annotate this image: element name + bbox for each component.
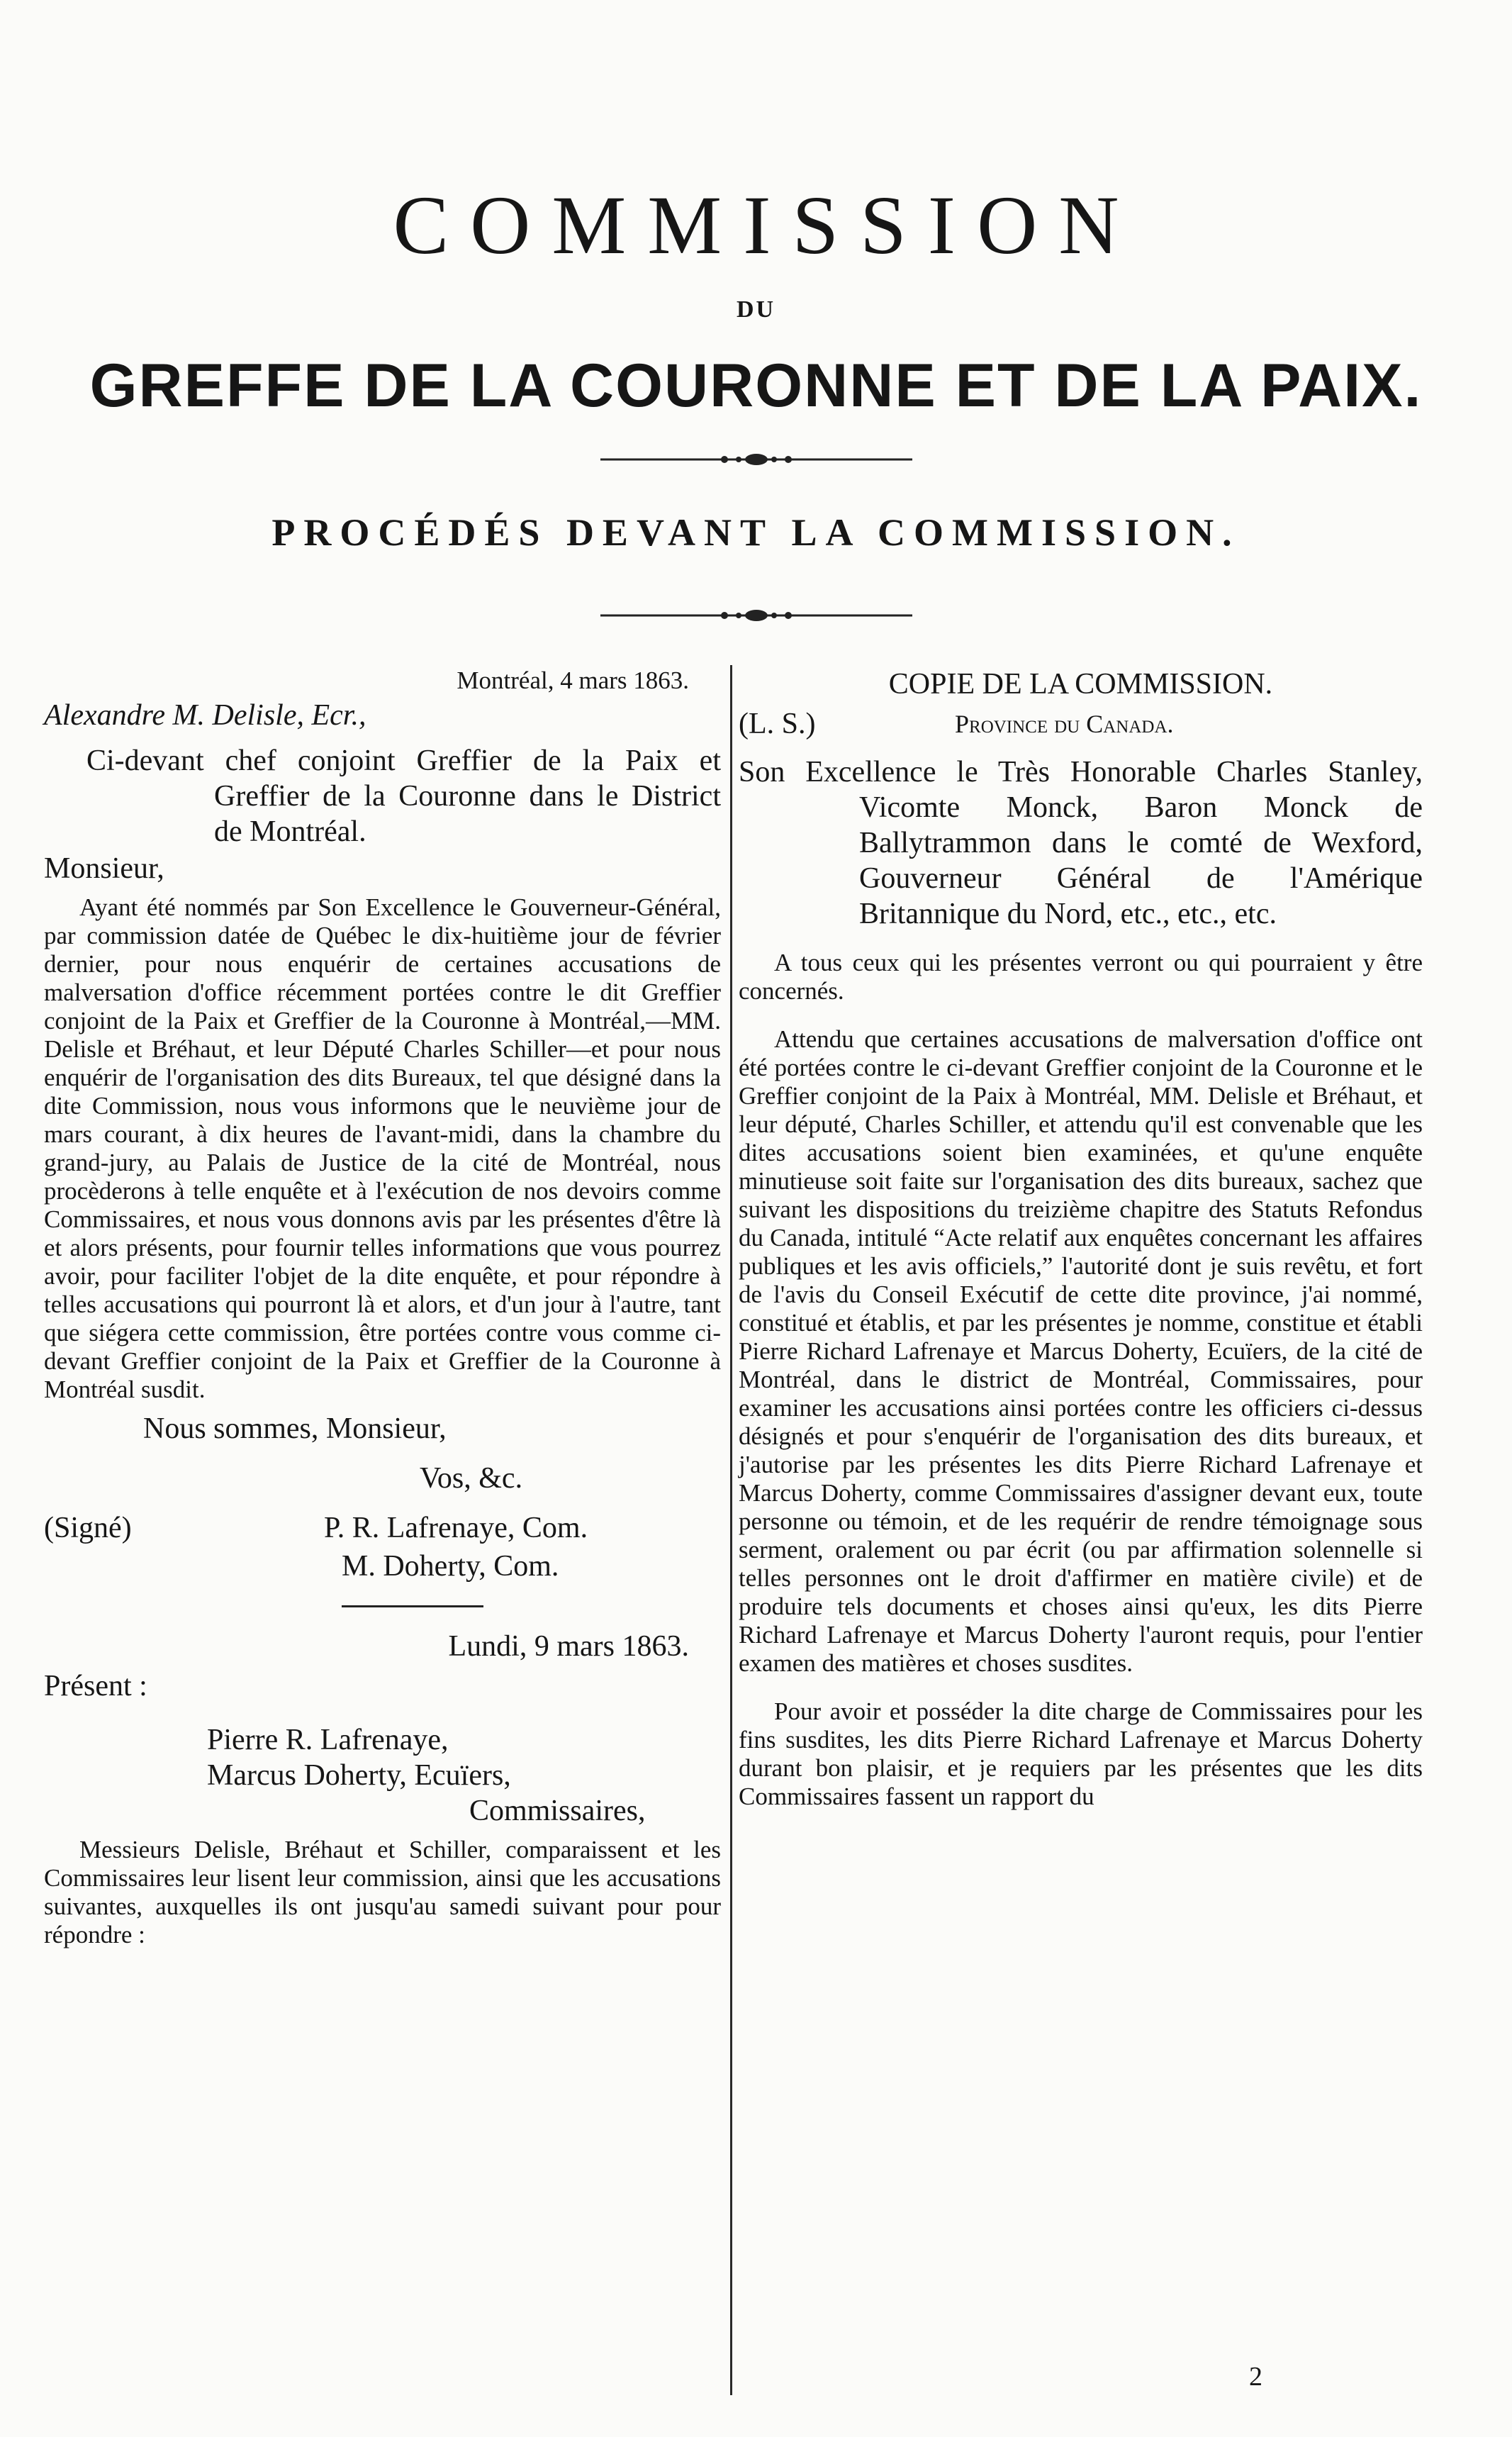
ornament-rule-top (600, 445, 912, 474)
right-column (739, 667, 1423, 1811)
present-lafrenaye: Pierre R. Lafrenaye, (207, 1724, 449, 1756)
letter-body: Ayant été nommés par Son Excellence le Gouverneur-Général, par commission datée de Québec le dix-huitième jour de février dernier, pour nous enquérir de certaines accusations de malversation d'office récemment portées contre le dit Greffier conjoint de la Paix et Greffier de la Couronne à Montréal,—MM. Delisle et Bréhaut, et leur Député Charles Schiller—et pour nous enquérir de l'organisation des dits Bureaux, tel que désigné dans la dite Commission, nous vous informons que le neuvième jour de mars courant, à dix heures de l'avant-midi, dans la chambre du grand-jury, au Palais de Justice de la cité de Montréal, nous procèderons à telle enquête et à l'exécution de nos devoirs comme Commissaires, et nous vous donnons avis par les présentes d'être là et alors présents, pour fournir telles informations que vous pourrez avoir, pour faciliter l'objet de la dite enquête, et pour répondre à telles accusations qui pourront là et alors, et d'un jour à l'autre, tant que siégera cette commission, être portées contre vous comme ci-devant Greffier conjoint de la Paix et Greffier de la Couronne à Montréal susdit. (44, 893, 721, 1403)
addressee-role: Ci-devant chef conjoint Greffier de la Paix et Greffier de la Couronne dans le District de Montréal. (86, 745, 721, 848)
province-label: Province du Canada. (955, 710, 1174, 738)
present-doherty: Marcus Doherty, Ecuïers, (207, 1759, 511, 1792)
greeting: A tous ceux qui les présentes verront ou qui pourraient y être concernés. (739, 949, 1423, 1005)
commission-body-continued: Pour avoir et posséder la dite charge de Commissaires pour les fins susdites, les dits Pierre Richard Lafrenaye et Marcus Doherty durant bon plaisir, et je requiers par les présentes que les dits Commissaires fassent un rapport du (739, 1697, 1423, 1810)
hearing-body: Messieurs Delisle, Bréhaut et Schiller, comparaissent et les Commissaires leur lisent leur commission, ainsi que les accusations suivantes, auxquelles ils ont jusqu'au samedi suivant pour pour répondre : (44, 1836, 721, 1948)
present-label: Présent : (44, 1670, 147, 1702)
copy-heading: COPIE DE LA COMMISSION. (888, 668, 1273, 701)
section-heading: PROCÉDÉS DEVANT LA COMMISSION. (271, 511, 1241, 554)
commission-body: Attendu que certaines accusations de malversation d'office ont été portées contre le ci-devant Greffier conjoint de la Couronne et le Greffier conjoint de la Paix à Montréal, MM. Delisle et Bréhaut, et leur député, Charles Schiller, et attendu qu'il est convenable que les dites accusations soient bien examinées, et qu'une enquête minutieuse soit faite sur l'organisation des dits bureaux, sachez que suivant les dispositions du treizième chapitre des Statuts Refondus du Canada, intitulé “Acte relatif aux enquêtes concernant les affaires publiques et les avis officiels,” l'autorité dont je suis revêtu, et fort de l'avis du Conseil Exécutif de cette dite province, j'ai nommé, constitué et établis, et par les présentes je nomme, constitue et établi Pierre Richard Lafrenaye et Marcus Doherty, Ecuïers, de la cité de Montréal, dans le district de Montréal, Commissaires, pour examiner les accusations ainsi portées contre les officiers ci-dessus désignés et pour s'enquérir de l'organisation des dits bureaux, et j'autorise par les présentes les dits Pierre Richard Lafrenaye et Marcus Doherty, comme Commissaires d'assigner devant eux, toute personne ou témoin, et de les requérir de rendre témoignage sous serment, oralement ou par écrit (ou par affirmation solennelle si telles personnes ont le droit d'affirmer en matière civile) et de produire tels documents et choses ainsi qu'eux, les dits Pierre Richard Lafrenaye et Marcus Doherty l'auront requis, pour l'entier examen des matières et choses susdites. (739, 1025, 1423, 1677)
ornament-rule-bottom (600, 601, 912, 630)
governor-title: Son Excellence le Très Honorable Charles Stanley, Vicomte Monck, Baron Monck de Ballytrammon dans le comté de Wexford, Gouverneur Général de l'Amérique Britannique du Nord, etc., etc., etc. (739, 756, 1423, 930)
title-du: DU (736, 296, 776, 323)
seal-row (739, 706, 1423, 742)
short-rule (342, 1605, 483, 1607)
signature-lafrenaye: P. R. Lafrenaye, Com. (324, 1512, 588, 1544)
seal-label: (L. S.) (739, 708, 816, 740)
closing-line: Nous sommes, Monsieur, (143, 1412, 447, 1445)
closing-formula: Vos, &c. (420, 1462, 523, 1495)
letter-addressee: Alexandre M. Delisle, Ecr., (44, 699, 366, 732)
signature-row (44, 1510, 721, 1546)
page-number: 2 (1249, 2362, 1262, 2392)
left-column (44, 667, 721, 1949)
column-divider (730, 665, 732, 2395)
signature-doherty: M. Doherty, Com. (342, 1550, 559, 1583)
document-title: COMMISSION (393, 179, 1141, 272)
present-commissaires: Commissaires, (469, 1795, 646, 1827)
hearing-date: Lundi, 9 mars 1863. (448, 1630, 689, 1663)
signe-label: (Signé) (44, 1512, 132, 1544)
document-subtitle: GREFFE DE LA COURONNE ET DE LA PAIX. (89, 352, 1423, 420)
salutation: Monsieur, (44, 852, 164, 885)
letter-date: Montréal, 4 mars 1863. (457, 667, 689, 694)
